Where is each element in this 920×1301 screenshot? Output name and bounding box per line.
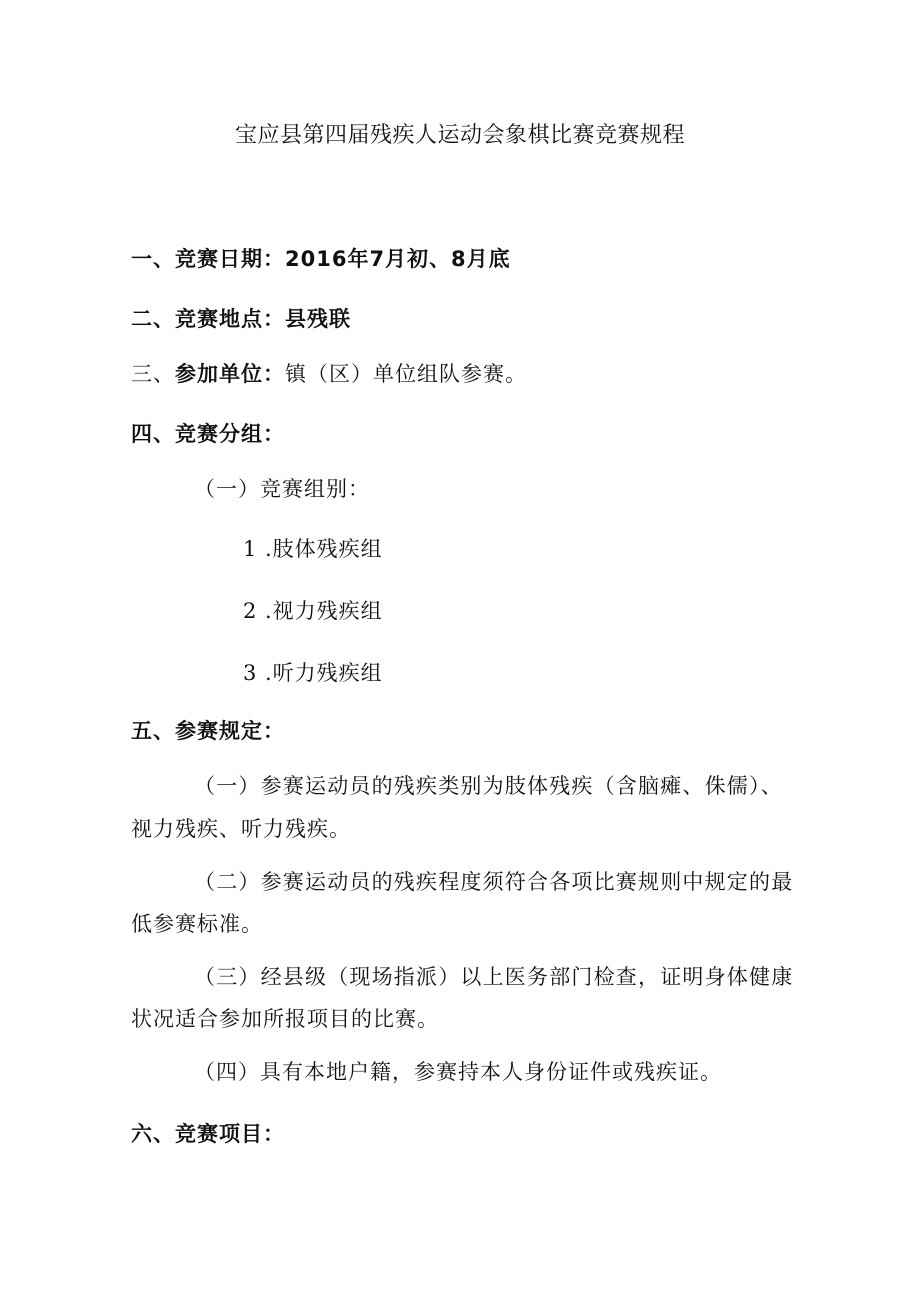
section-participants (131, 360, 527, 388)
group-item (243, 597, 383, 625)
rule-paragraph-line: 低参赛标准。 (131, 912, 263, 936)
group-item (243, 535, 383, 563)
grouping-subheading: （一）竞赛组别： (194, 477, 370, 501)
section-competition-venue (131, 305, 351, 333)
section-grouping (131, 420, 285, 448)
participants-value: 镇（区）单位组队参赛。 (285, 362, 527, 386)
group-text: .肢体残疾组 (265, 537, 383, 561)
section-label: 五、参赛规定： (131, 719, 285, 743)
rule-paragraph-line: （二）参赛运动员的残疾程度须符合各项比赛规则中规定的最 (194, 870, 794, 894)
section-label: 六、竞赛项目： (131, 1122, 285, 1146)
rule-paragraph-line: （四）具有本地户籍，参赛持本人身份证件或残疾证。 (194, 1060, 722, 1084)
section-label: 四、竞赛分组： (131, 422, 285, 446)
section-label: 二、竞赛地点： (131, 307, 285, 331)
group-number: 2 (243, 599, 258, 623)
rule-paragraph-line: 视力残疾、听力残疾。 (131, 817, 351, 841)
document-title: 宝应县第四届残疾人运动会象棋比赛竞赛规程 (234, 123, 685, 148)
group-text: .视力残疾组 (265, 599, 383, 623)
section-label: 一、竞赛日期： (131, 247, 285, 271)
rule-paragraph-line: （一）参赛运动员的残疾类别为肢体残疾（含脑瘫、侏儒）、 (194, 774, 783, 798)
section-prefix: 三、 (131, 362, 175, 386)
section-rules (131, 717, 285, 745)
section-events (131, 1120, 285, 1148)
group-number: 1 (243, 537, 258, 561)
group-item (243, 659, 383, 687)
section-competition-date (131, 245, 511, 273)
competition-venue-value: 县残联 (285, 307, 351, 331)
competition-date-value: 2016年7月初、8月底 (285, 247, 511, 271)
rule-paragraph-line: 状况适合参加所报项目的比赛。 (131, 1007, 439, 1031)
rule-paragraph-line: （三）经县级（现场指派）以上医务部门检查，证明身体健康 (194, 965, 794, 989)
section-label: 参加单位： (175, 362, 285, 386)
group-text: .听力残疾组 (265, 661, 383, 685)
group-number: 3 (243, 661, 258, 685)
